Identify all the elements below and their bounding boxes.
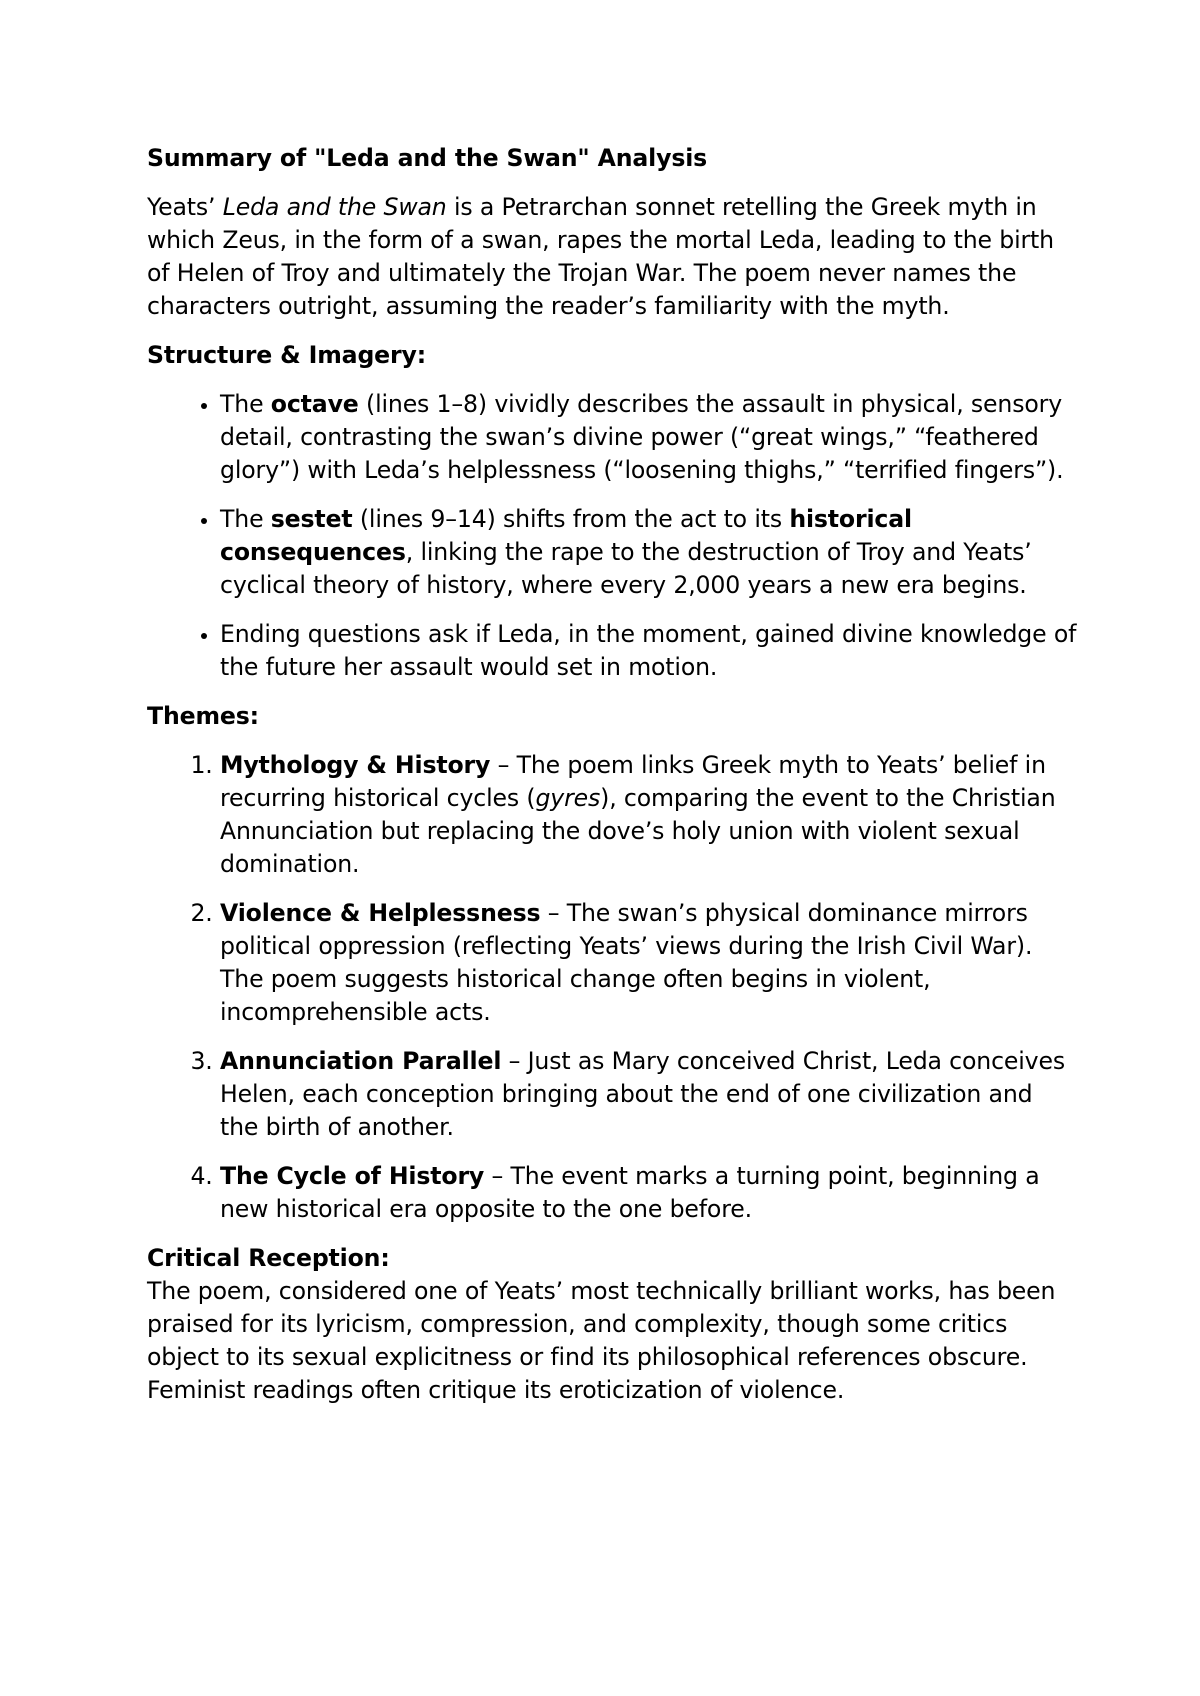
themes-list — [147, 749, 1077, 1226]
theme-title: Annunciation Parallel — [220, 1047, 502, 1075]
list-item-text: (lines 9–14) shifts from the act to its — [352, 505, 790, 533]
document-page — [147, 142, 1077, 1407]
document-title: Summary of "Leda and the Swan" Analysis — [147, 144, 708, 172]
theme-title: Mythology & History — [220, 751, 491, 779]
list-item-text: ), comparing the event to the Christian Annunciation but replacing the dove’s holy union with violent sexual domination. — [220, 784, 1056, 878]
reception-paragraph: The poem, considered one of Yeats’ most technically brilliant works, has been praised for its lyricism, compression, and complexity, though some critics object to its sexual explicitness or find its philosophical references obscure. Feminist readings often critique its eroticization of violence. — [147, 1277, 1056, 1404]
intro-text-1: Yeats’ — [147, 193, 223, 221]
list-item-text: (lines 1–8) vividly describes the assault in physical, sensory detail, contrasting the swan’s divine power (“great wings,” “feathered glory”) with Leda’s helplessness (“loosening thighs,” “terrified fingers”). — [220, 390, 1064, 484]
list-item-text: The — [220, 505, 271, 533]
list-item — [220, 1160, 1077, 1226]
list-item-text: The — [220, 390, 271, 418]
list-item-text: , linking the rape to the destruction of Troy and Yeats’ cyclical theory of history, where every 2,000 years a new era begins. — [220, 538, 1032, 599]
structure-heading: Structure & Imagery: — [147, 341, 427, 369]
list-item-text: – The event marks a turning point, beginning a new historical era opposite to the one before. — [220, 1162, 1040, 1223]
reception-heading: Critical Reception: — [147, 1244, 390, 1272]
bold-term: octave — [270, 390, 359, 418]
intro-text-2: is a Petrarchan sonnet retelling the Greek myth in which Zeus, in the form of a swan, rapes the mortal Leda, leading to the birth of Helen of Troy and ultimately the Trojan War. The poem never names the characters outright, assuming the reader’s familiarity with the myth. — [147, 193, 1054, 320]
bold-term: sestet — [270, 505, 353, 533]
list-item-text: – Just as Mary conceived Christ, Leda conceives Helen, each conception bringing about the end of one civilization and the birth of another. — [220, 1047, 1065, 1141]
list-item — [220, 503, 1077, 602]
list-item — [220, 749, 1077, 881]
list-item-text: Ending questions ask if Leda, in the moment, gained divine knowledge of the future her assault would set in motion. — [220, 620, 1077, 681]
list-item — [220, 388, 1077, 487]
themes-heading: Themes: — [147, 702, 259, 730]
list-item-text: – The swan’s physical dominance mirrors political oppression (reflecting Yeats’ views during the Irish Civil War). The poem suggests historical change often begins in violent, incomprehensible acts. — [220, 899, 1033, 1026]
list-item — [220, 1045, 1077, 1144]
theme-title: The Cycle of History — [220, 1162, 485, 1190]
list-item — [220, 618, 1077, 684]
list-item-text: – The poem links Greek myth to Yeats’ belief in recurring historical cycles ( — [220, 751, 1046, 812]
italic-term: gyres — [535, 784, 601, 812]
list-item — [220, 897, 1077, 1029]
theme-title: Violence & Helplessness — [220, 899, 541, 927]
bold-term: historical consequences — [220, 505, 912, 566]
structure-list — [147, 388, 1077, 684]
poem-title-italic: Leda and the Swan — [222, 193, 447, 221]
intro-paragraph — [147, 191, 1077, 323]
